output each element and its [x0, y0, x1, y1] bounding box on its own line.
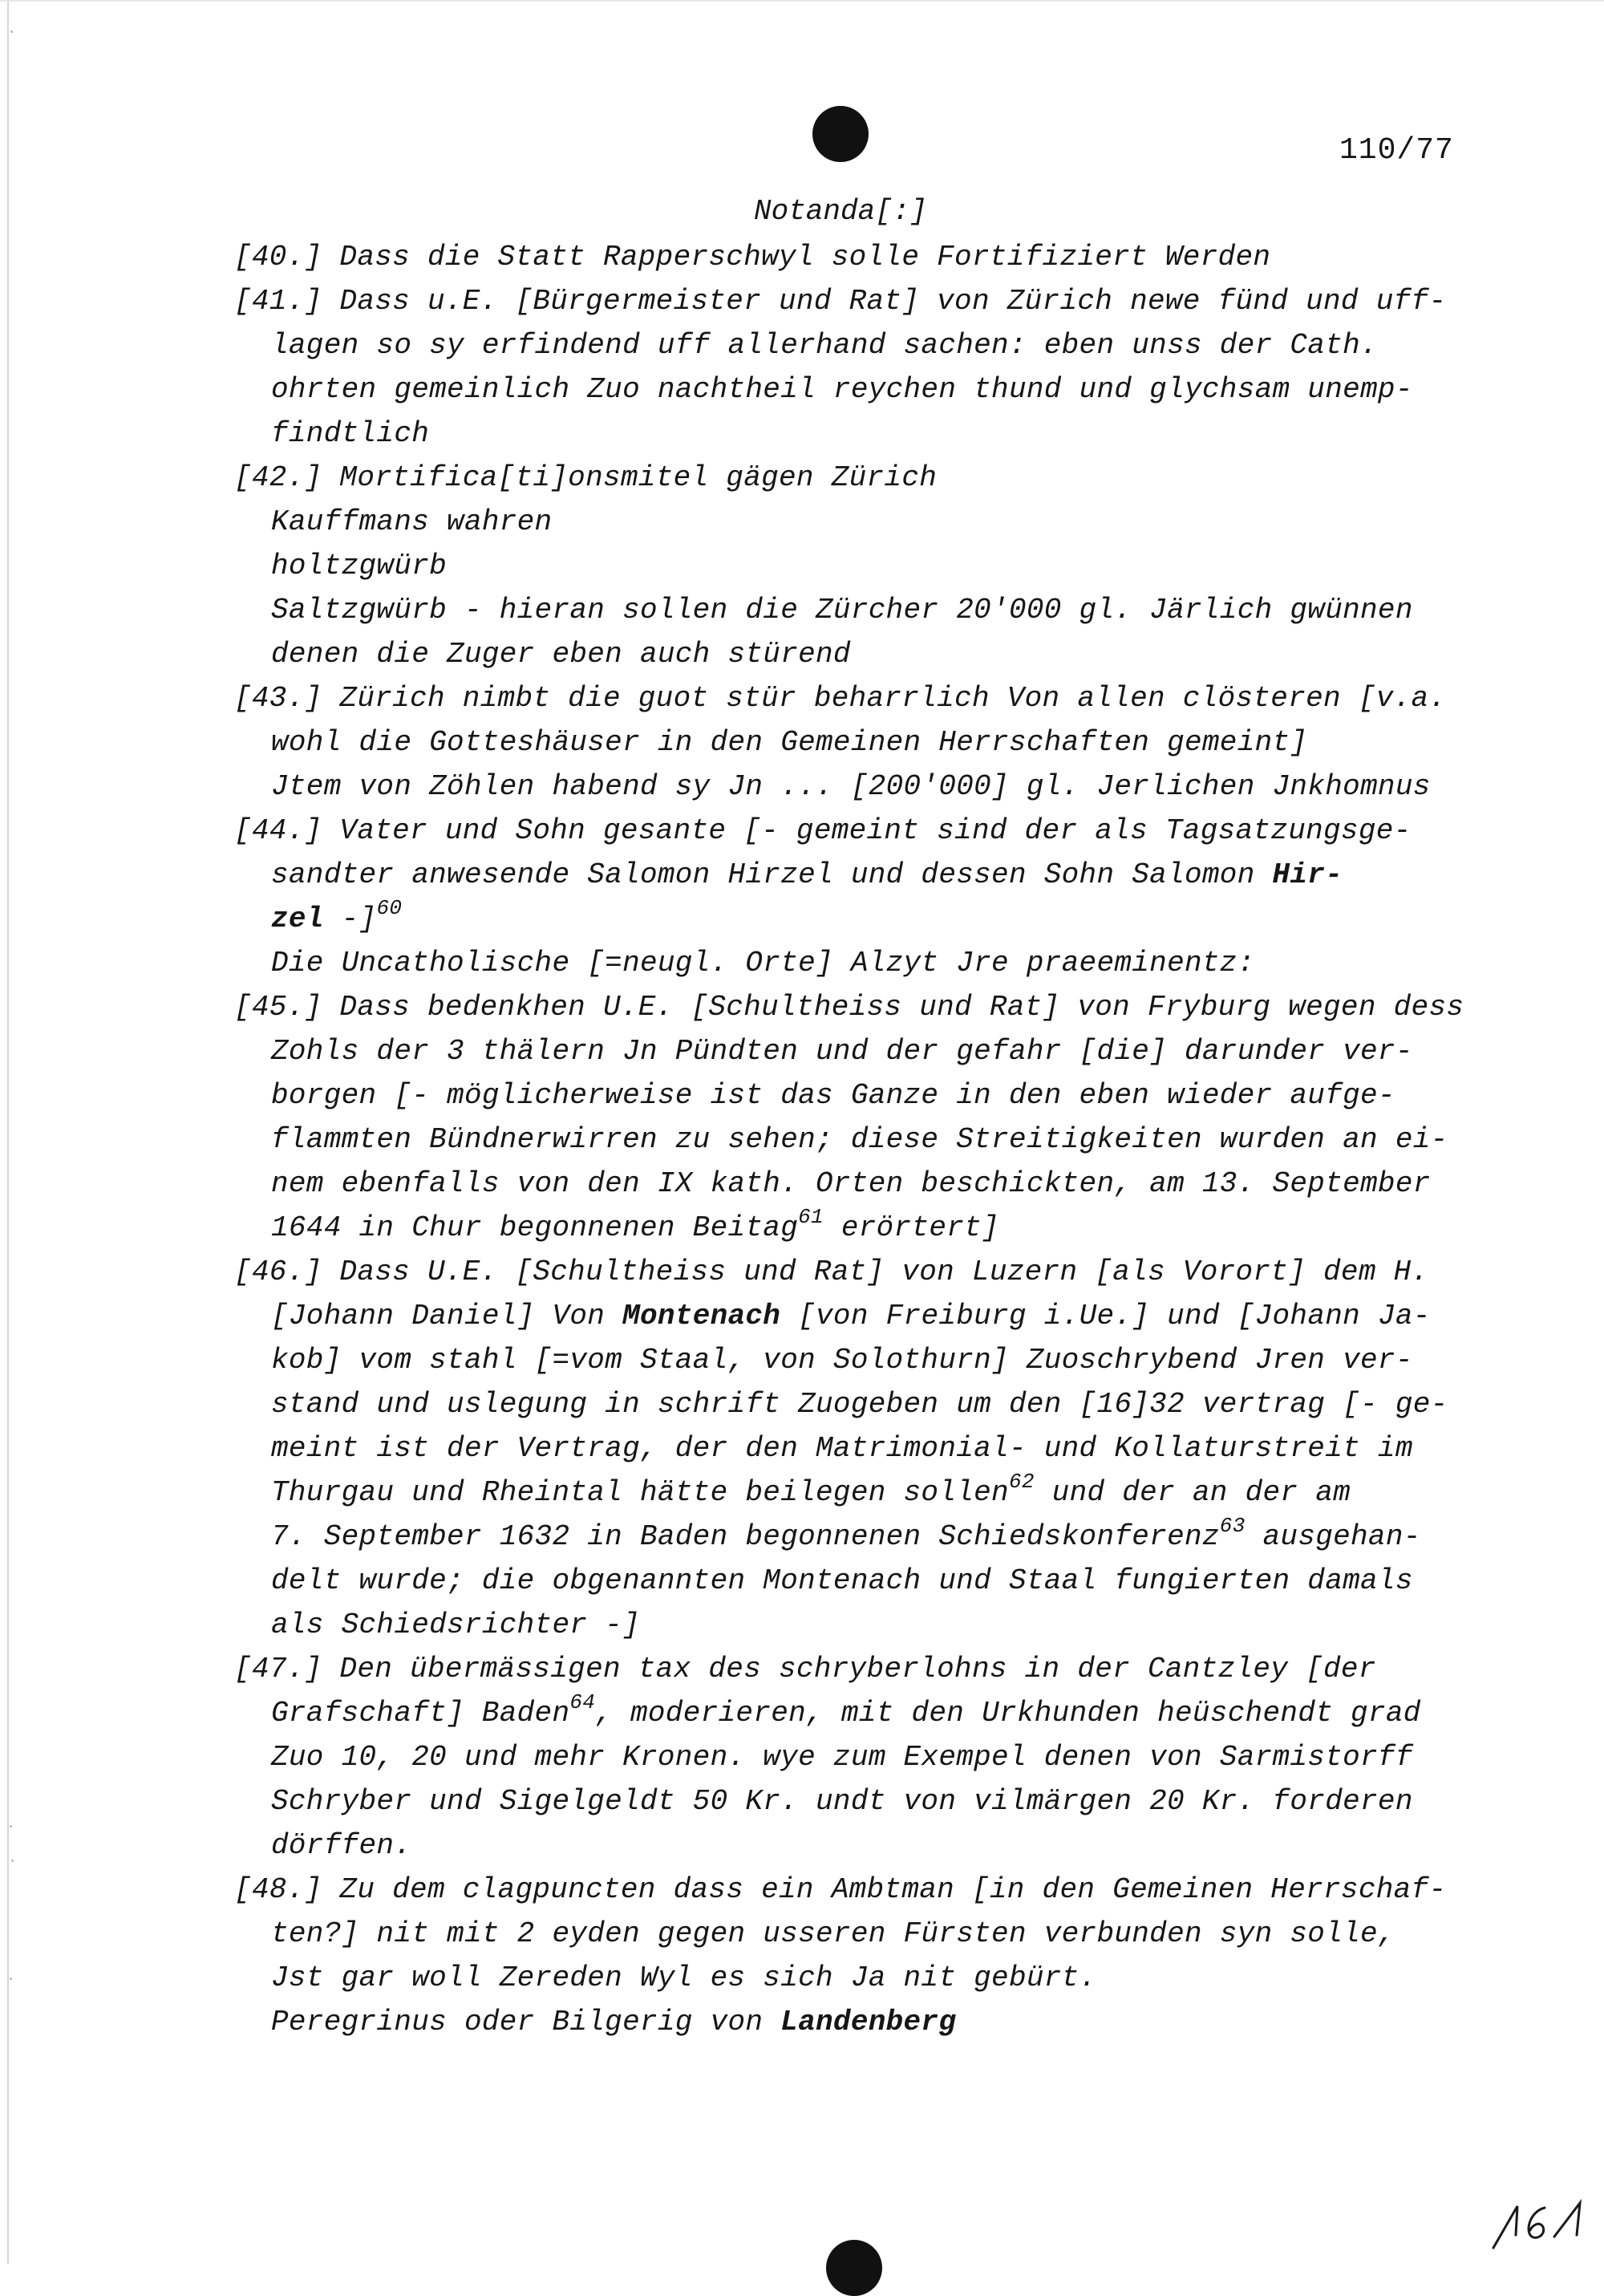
footnote-marker: 64 — [569, 1690, 596, 1714]
text-line — [271, 1608, 640, 1642]
text-segment: borgen [- möglicherweise ist das Ganze in den eben wieder aufge- — [271, 1079, 1395, 1112]
text-line — [271, 1035, 1413, 1069]
text-line — [271, 770, 1431, 804]
text-segment: stand und uslegung in schrift Zuogeben um den [16]32 vertrag [- ge- — [271, 1388, 1448, 1421]
text-segment: delt wurde; die obgenannten Montenach und Staal fungierten damals — [271, 1564, 1413, 1597]
punch-hole-bottom — [826, 2240, 882, 2296]
text-segment: ten?] nit mit 2 eyden gegen usseren Fürsten verbunden syn solle, — [271, 1917, 1395, 1950]
text-segment: Jtem von Zöhlen habend sy Jn ... [200'000] gl. Jerlichen Jnkhomnus — [271, 770, 1431, 803]
text-line — [271, 505, 552, 539]
text-segment: erörtert] — [823, 1211, 999, 1244]
text-line — [271, 726, 1307, 760]
text-line — [271, 1432, 1413, 1466]
text-line — [234, 241, 1270, 274]
text-line — [271, 858, 1343, 892]
text-line — [271, 896, 403, 936]
text-segment: -] — [323, 903, 377, 935]
text-line — [271, 1514, 1421, 1554]
text-segment: 7. September 1632 in Baden begonnenen Schiedskonferenz — [271, 1520, 1220, 1553]
bold-name: Landenberg — [780, 2006, 957, 2038]
text-segment: , moderieren, mit den Urkhunden heüschendt grad — [595, 1697, 1421, 1730]
text-line — [234, 1873, 1446, 1907]
text-line — [234, 991, 1464, 1024]
text-segment: Kauffmans wahren — [271, 505, 553, 538]
text-segment: [Johann Daniel] Von — [271, 1300, 623, 1333]
text-segment: und der an der am — [1034, 1476, 1351, 1509]
text-line — [271, 1917, 1395, 1951]
text-segment: holtzgwürb — [271, 550, 448, 582]
text-line — [271, 1741, 1413, 1775]
text-segment: Zohls der 3 thälern Jn Pündten und der gefahr [die] darunder ver- — [271, 1035, 1413, 1068]
text-line — [271, 1564, 1413, 1598]
text-line — [234, 285, 1446, 318]
text-segment: Saltzgwürb - hieran sollen die Zürcher 20'000 gl. Järlich gwünnen — [271, 594, 1413, 627]
handwritten-page-mark — [1490, 2200, 1585, 2253]
footnote-marker: 60 — [376, 896, 403, 920]
text-line — [271, 594, 1413, 627]
scan-edge-top — [0, 0, 1604, 2]
text-line — [271, 1690, 1421, 1730]
text-segment: Zuo 10, 20 und mehr Kronen. wye zum Exempel denen von Sarmistorff — [271, 1741, 1413, 1774]
footnote-marker: 62 — [1008, 1470, 1035, 1494]
page-heading: Notanda[:] — [754, 195, 928, 228]
text-line — [271, 2006, 956, 2039]
text-segment: nem ebenfalls von den IX kath. Orten beschickten, am 13. September — [271, 1167, 1431, 1200]
text-line — [271, 373, 1413, 407]
scan-edge-left — [7, 0, 9, 2264]
text-segment: meint ist der Vertrag, der den Matrimonial- und Kollaturstreit im — [271, 1432, 1413, 1465]
text-segment: Grafschaft] Baden — [271, 1697, 570, 1730]
text-segment: sandter anwesende Salomon Hirzel und dessen Sohn Salomon — [271, 858, 1273, 891]
text-segment: [40.] Dass die Statt Rapperschwyl solle Fortifiziert Werden — [234, 241, 1271, 274]
text-line — [271, 329, 1378, 363]
page-mark-text — [1490, 2200, 1561, 2243]
text-segment: [46.] Dass U.E. [Schultheiss und Rat] von Luzern [als Vorort] dem H. — [234, 1255, 1429, 1288]
bold-name: zel — [271, 903, 324, 935]
text-line — [271, 1205, 999, 1245]
text-line — [271, 1344, 1413, 1377]
bold-name: Hir- — [1272, 858, 1343, 891]
text-segment: [43.] Zürich nimbt die guot stür beharrlich Von allen clösteren [v.a. — [234, 682, 1447, 715]
text-segment: [41.] Dass u.E. [Bürgermeister und Rat] von Zürich newe fünd und uff- — [234, 285, 1447, 318]
text-segment: flammten Bündnerwirren zu sehen; diese Streitigkeiten wurden an ei- — [271, 1123, 1448, 1156]
text-line — [234, 1653, 1376, 1686]
text-line — [271, 1123, 1448, 1157]
text-line — [271, 1470, 1351, 1510]
text-line — [271, 1167, 1431, 1201]
text-line — [234, 814, 1412, 848]
text-segment: [42.] Mortifica[ti]onsmitel gägen Zürich — [234, 461, 938, 494]
text-segment: als Schiedsrichter -] — [271, 1608, 640, 1641]
text-line — [271, 1961, 1096, 1995]
punch-hole — [812, 106, 869, 162]
text-line — [234, 1255, 1428, 1289]
text-line — [271, 1388, 1448, 1422]
bold-name: Montenach — [622, 1300, 781, 1333]
text-segment: Peregrinus oder Bilgerig von — [271, 2006, 781, 2038]
text-segment: findtlich — [271, 417, 430, 450]
text-segment: Thurgau und Rheintal hätte beilegen sollen — [271, 1476, 1009, 1509]
text-line — [271, 1079, 1395, 1113]
folio-number: 110/77 — [1339, 133, 1454, 168]
text-segment: denen die Zuger eben auch stürend — [271, 638, 851, 671]
text-line — [271, 417, 429, 451]
footnote-marker: 61 — [798, 1205, 824, 1229]
text-segment: [45.] Dass bedenkhen U.E. [Schultheiss und Rat] von Fryburg wegen dess — [234, 991, 1464, 1024]
text-segment: Die Uncatholische [=neugl. Orte] Alzyt Jre praeeminentz: — [271, 947, 1255, 980]
text-segment: dörffen. — [271, 1829, 412, 1862]
text-line — [271, 1300, 1431, 1333]
text-line — [271, 550, 447, 583]
text-segment: ohrten gemeinlich Zuo nachtheil reychen thund und glychsam unemp- — [271, 373, 1413, 406]
text-segment: Schryber und Sigelgeldt 50 Kr. undt von vilmärgen 20 Kr. forderen — [271, 1785, 1413, 1818]
footnote-marker: 63 — [1219, 1514, 1246, 1538]
text-line — [271, 638, 851, 671]
text-segment: ausgehan- — [1245, 1520, 1421, 1553]
text-line — [234, 682, 1446, 716]
text-segment: [von Freiburg i.Ue.] und [Johann Ja- — [780, 1300, 1431, 1333]
text-segment: 1644 in Chur begonnenen Beitag — [271, 1211, 799, 1244]
text-segment: [48.] Zu dem clagpuncten dass ein Ambtman [in den Gemeinen Herrschaf- — [234, 1873, 1447, 1906]
text-line — [271, 1785, 1413, 1819]
text-segment: [44.] Vater und Sohn gesante [- gemeint sind der als Tagsatzungsge- — [234, 814, 1412, 847]
text-segment: wohl die Gotteshäuser in den Gemeinen Herrschaften gemeint] — [271, 726, 1308, 759]
text-segment: lagen so sy erfindend uff allerhand sachen: eben unss der Cath. — [271, 329, 1378, 362]
text-line — [234, 461, 937, 495]
text-line — [271, 947, 1255, 980]
text-segment: [47.] Den übermässigen tax des schryberlohns in der Cantzley [der — [234, 1653, 1376, 1685]
text-segment: Jst gar woll Zereden Wyl es sich Ja nit gebürt. — [271, 1961, 1097, 1994]
text-segment: kob] vom stahl [=vom Staal, von Solothurn] Zuoschrybend Jren ver- — [271, 1344, 1413, 1377]
text-line — [271, 1829, 411, 1863]
